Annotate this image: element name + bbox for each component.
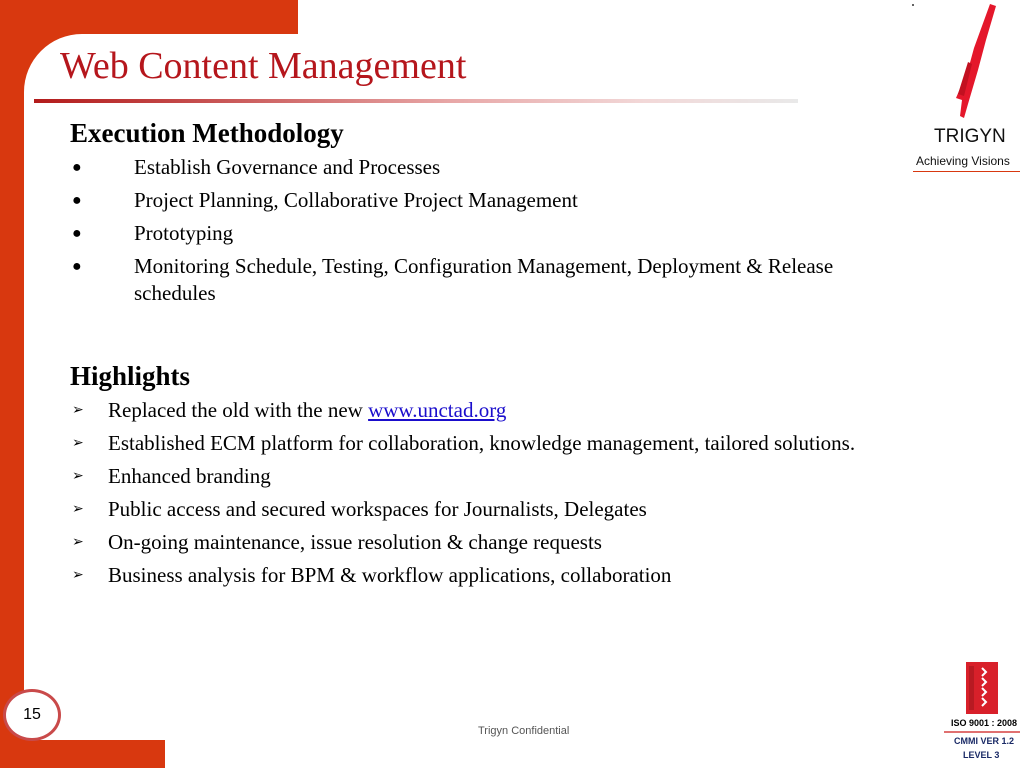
iso-certification-label: ISO 9001 : 2008 [951, 718, 1018, 728]
slide-title: Web Content Management [60, 45, 467, 87]
arrowhead-bullet-icon: ➢ [72, 535, 84, 550]
slide-content [70, 116, 870, 595]
list-item [70, 187, 870, 214]
list-item-text: Establish Governance and Processes [134, 155, 441, 179]
list-item [70, 220, 870, 247]
trigyn-logo-mark-icon [908, 0, 1024, 180]
footer-confidential: Trigyn Confidential [478, 725, 570, 737]
arrowhead-bullet-icon: ➢ [72, 568, 84, 583]
cmmi-version-label: CMMI VER 1.2 [954, 736, 1015, 746]
list-item-text: Replaced the old with the new [108, 398, 369, 422]
logo-tagline: Achieving Visions [916, 154, 1010, 168]
quality-system-badge-icon [966, 662, 998, 714]
title-underline [34, 99, 798, 103]
frame-bottom-bar [0, 740, 165, 768]
execution-list [70, 154, 870, 307]
list-item [70, 430, 870, 457]
bullet-dot-icon: ● [72, 192, 82, 209]
section-spacer [70, 313, 870, 359]
list-item [70, 253, 870, 307]
list-item-text: Project Planning, Collaborative Project Management [134, 188, 578, 212]
list-item-text: Prototyping [134, 221, 234, 245]
arrowhead-bullet-icon: ➢ [72, 502, 84, 517]
list-item-text: Business analysis for BPM & workflow applications, collaboration [108, 563, 672, 587]
bullet-dot-icon: ● [72, 225, 82, 242]
bullet-dot-icon: ● [72, 159, 82, 176]
list-item-text: Monitoring Schedule, Testing, Configuration Management, Deployment & Release schedules [134, 254, 834, 305]
arrowhead-bullet-icon: ➢ [72, 403, 84, 418]
logo-name: TRIGYN [934, 126, 1006, 147]
list-item [70, 496, 870, 523]
list-item [70, 154, 870, 181]
list-item [70, 529, 870, 556]
frame-top-bar [0, 0, 298, 34]
list-item [70, 463, 870, 490]
execution-heading: Execution Methodology [70, 118, 344, 148]
bullet-dot-icon: ● [72, 258, 82, 275]
list-item-text: Public access and secured workspaces for Journalists, Delegates [108, 497, 647, 521]
highlights-list [70, 397, 870, 589]
highlights-heading: Highlights [70, 361, 191, 391]
arrowhead-bullet-icon: ➢ [72, 436, 84, 451]
arrowhead-bullet-icon: ➢ [72, 469, 84, 484]
list-item-text: Enhanced branding [108, 464, 271, 488]
list-item-text: Established ECM platform for collaboration, knowledge management, tailored solutions. [108, 431, 856, 455]
list-item-text: On-going maintenance, issue resolution & change requests [108, 530, 602, 554]
logo-divider [913, 171, 1020, 172]
cert-divider [944, 731, 1020, 733]
list-item [70, 397, 870, 424]
page-number-badge: 15 [3, 689, 61, 741]
unctad-link[interactable]: www.unctad.org [368, 398, 507, 422]
frame-left-bar [0, 0, 24, 768]
list-item [70, 562, 870, 589]
cmmi-level-label: LEVEL 3 [963, 750, 1000, 760]
